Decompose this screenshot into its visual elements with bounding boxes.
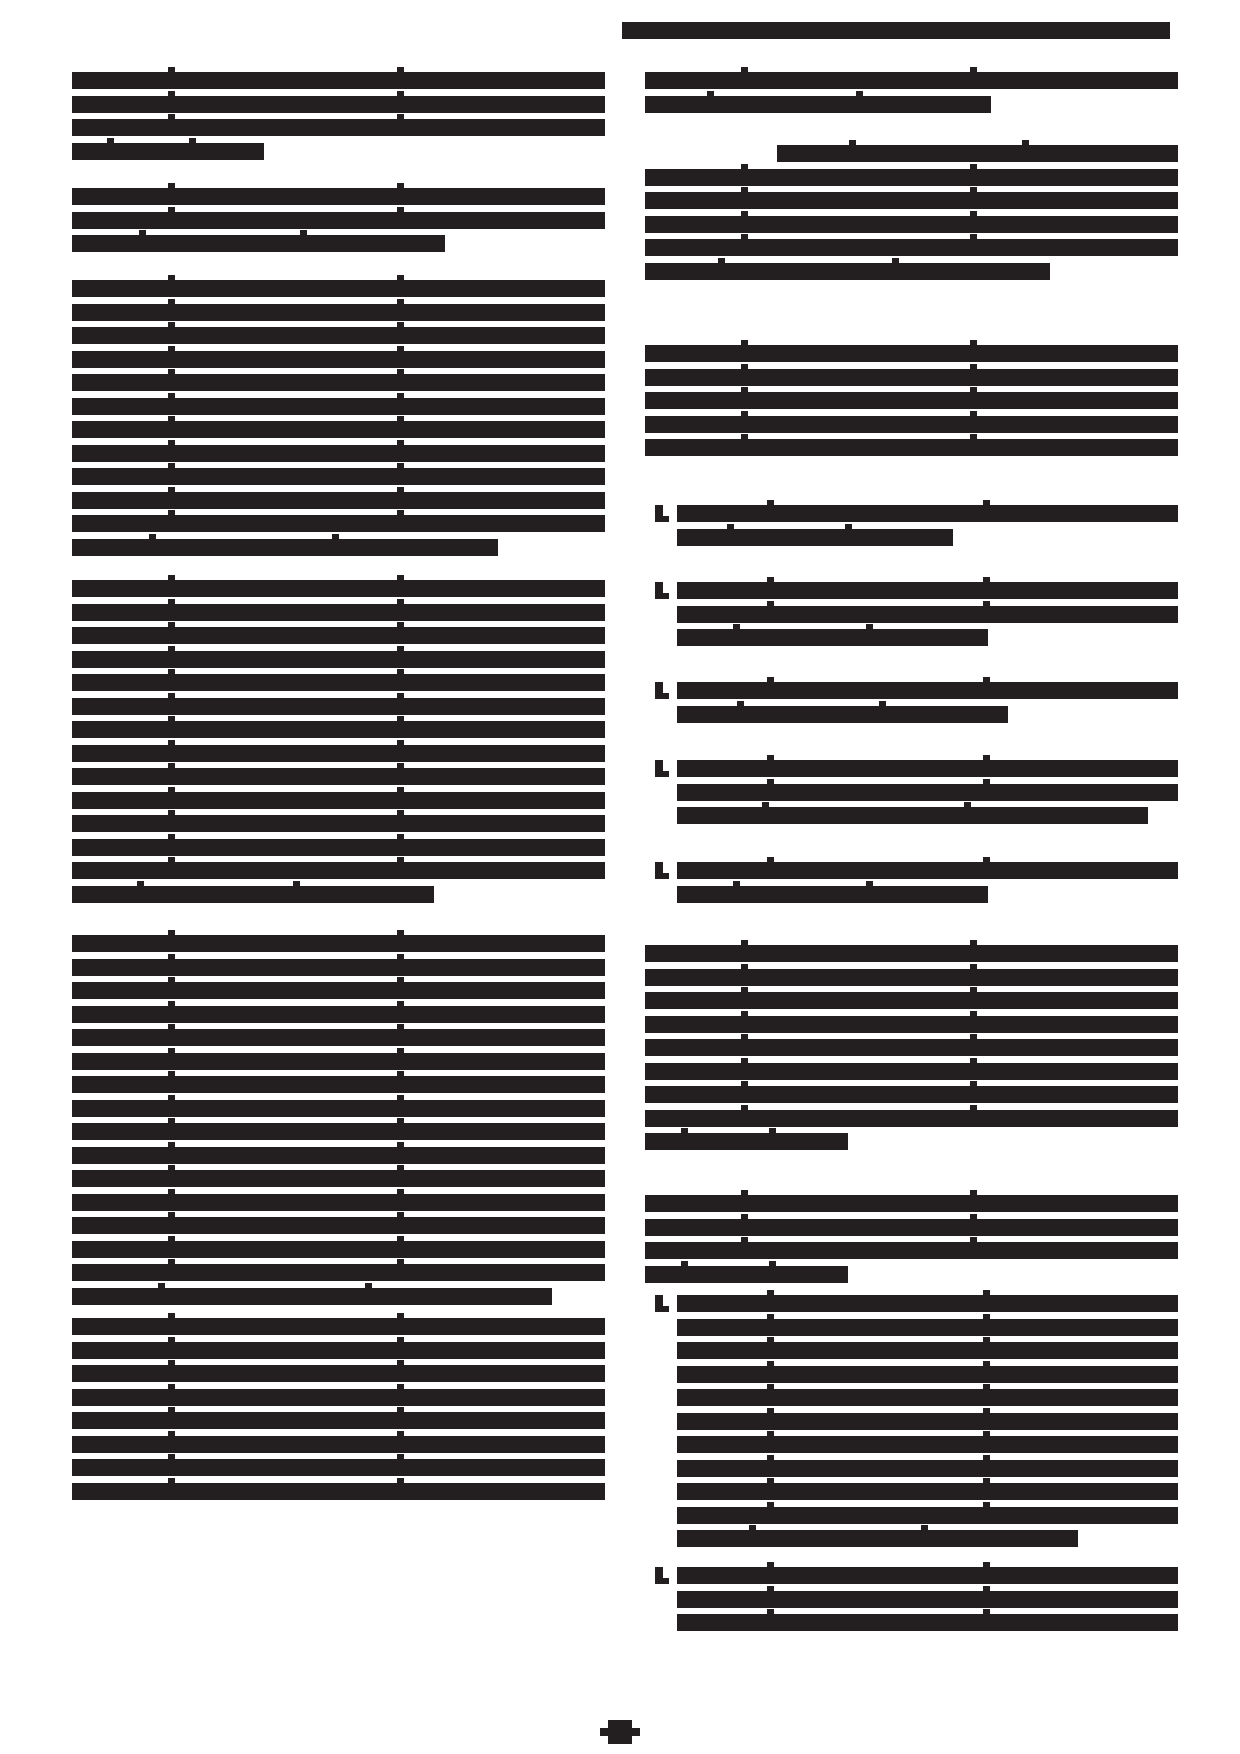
paragraph — [72, 1318, 605, 1506]
redacted-text-line — [72, 1459, 605, 1476]
redacted-text-line — [645, 72, 1178, 89]
redacted-text-line — [72, 1288, 552, 1305]
redacted-text-line — [677, 1591, 1178, 1608]
redacted-text-line — [677, 1460, 1178, 1477]
redacted-text-line — [72, 721, 605, 738]
paragraph — [72, 935, 605, 1311]
paragraph — [645, 1195, 1178, 1289]
redacted-text-line — [677, 1319, 1178, 1336]
redacted-text-line — [72, 235, 445, 252]
list-number-marker — [649, 760, 669, 777]
list-number-marker — [649, 582, 669, 599]
redacted-text-line — [645, 1039, 1178, 1056]
redacted-text-line — [677, 505, 1178, 522]
redacted-text-line — [72, 698, 605, 715]
redacted-text-line — [72, 959, 605, 976]
paragraph — [72, 188, 605, 259]
paragraph-text — [72, 909, 73, 910]
redacted-text-line — [72, 327, 605, 344]
redacted-text-line — [72, 1264, 605, 1281]
list-number-marker — [649, 1567, 669, 1584]
redacted-text-line — [72, 468, 605, 485]
redacted-text-line — [72, 1241, 605, 1258]
redacted-text-line — [677, 629, 988, 646]
redacted-text-line — [645, 392, 1178, 409]
paragraph — [72, 72, 605, 166]
redacted-text-line — [72, 982, 605, 999]
list-item-body — [677, 505, 1178, 552]
redacted-text-line — [677, 1366, 1178, 1383]
redacted-text-line — [645, 1219, 1178, 1236]
redacted-text-line — [72, 886, 434, 903]
list-number-marker — [649, 1295, 669, 1312]
redacted-text-line — [645, 1266, 848, 1283]
paragraph — [645, 945, 1178, 1157]
redacted-text-line — [677, 1295, 1178, 1312]
redacted-text-line — [677, 1614, 1178, 1631]
paragraph-text — [645, 463, 646, 464]
redacted-text-line — [72, 1389, 605, 1406]
redacted-text-line — [72, 280, 605, 297]
redacted-text-line — [645, 416, 1178, 433]
paragraph-text — [645, 119, 646, 120]
page-number-text — [600, 1720, 601, 1721]
redacted-text-line — [677, 760, 1178, 777]
paragraph — [645, 145, 1178, 286]
redacted-text-line — [72, 1483, 605, 1500]
redacted-text-line — [677, 1567, 1178, 1584]
redacted-text-line — [677, 886, 988, 903]
redacted-text-line — [72, 492, 605, 509]
redacted-text-line — [72, 188, 605, 205]
redacted-text-line — [72, 351, 605, 368]
redacted-text-line — [72, 1029, 605, 1046]
redacted-text-line — [677, 706, 1008, 723]
redacted-text-line — [645, 369, 1178, 386]
redacted-text-line — [72, 815, 605, 832]
redacted-text-line — [645, 263, 1050, 280]
redacted-text-line — [645, 1133, 848, 1150]
redacted-text-line — [645, 1016, 1178, 1033]
paragraph-text — [72, 1506, 73, 1507]
redacted-text-line — [72, 1412, 605, 1429]
redacted-text-line — [645, 1063, 1178, 1080]
redacted-text-line — [677, 1530, 1078, 1547]
list-item-body — [677, 862, 1178, 909]
running-header-redaction — [622, 22, 1170, 39]
paragraph-text — [72, 1311, 73, 1312]
list-item-body — [677, 682, 1178, 729]
redacted-text-line — [72, 398, 605, 415]
redacted-text-line — [72, 651, 605, 668]
redacted-text-line — [677, 807, 1148, 824]
redacted-text-line — [72, 143, 264, 160]
redacted-text-line — [72, 539, 498, 556]
list-item-body — [677, 1567, 1178, 1638]
paragraph — [72, 580, 605, 909]
paragraph-text — [72, 166, 73, 167]
redacted-text-line — [677, 1483, 1178, 1500]
list-number-marker — [649, 505, 669, 522]
redacted-text-line — [645, 1195, 1178, 1212]
redacted-text-line — [645, 1110, 1178, 1127]
running-header-text — [0, 0, 1, 1]
redacted-text-line — [677, 582, 1178, 599]
paragraph-text — [677, 552, 678, 553]
redacted-text-line — [72, 1100, 605, 1117]
redacted-text-line — [72, 1318, 605, 1335]
redacted-text-line — [72, 792, 605, 809]
list-number-marker — [649, 682, 669, 699]
redacted-text-line — [645, 439, 1178, 456]
paragraph-text — [72, 259, 73, 260]
redacted-text-line — [72, 515, 605, 532]
paragraph-text — [645, 286, 646, 287]
redacted-text-line — [72, 604, 605, 621]
redacted-text-line — [645, 239, 1178, 256]
redacted-text-line — [72, 119, 605, 136]
redacted-text-line — [72, 212, 605, 229]
list-number-marker — [649, 862, 669, 879]
list-item-body — [677, 760, 1178, 831]
paragraph-text — [677, 1554, 678, 1555]
redacted-text-line — [645, 96, 991, 113]
redacted-text-line — [677, 1507, 1178, 1524]
redacted-text-line — [72, 745, 605, 762]
redacted-text-line — [72, 1194, 605, 1211]
redacted-text-line — [72, 1006, 605, 1023]
paragraph-text — [645, 1157, 646, 1158]
redacted-text-line — [645, 945, 1178, 962]
redacted-text-line — [645, 345, 1178, 362]
redacted-text-line — [72, 96, 605, 113]
redacted-text-line — [72, 1147, 605, 1164]
paragraph-text — [677, 653, 678, 654]
paragraph-text — [645, 1289, 646, 1290]
redacted-text-line — [645, 192, 1178, 209]
redacted-text-line — [72, 421, 605, 438]
redacted-text-line — [72, 768, 605, 785]
list-item-body — [677, 582, 1178, 653]
redacted-text-line — [645, 169, 1178, 186]
redacted-text-line — [72, 1123, 605, 1140]
paragraph — [645, 345, 1178, 463]
redacted-text-line — [645, 1086, 1178, 1103]
redacted-text-line — [677, 682, 1178, 699]
redacted-text-line — [72, 445, 605, 462]
redacted-text-line — [677, 862, 1178, 879]
paragraph — [72, 280, 605, 562]
redacted-text-line — [645, 216, 1178, 233]
redacted-text-line — [677, 1389, 1178, 1406]
page-number-redaction-core — [608, 1720, 632, 1744]
redacted-text-line — [677, 1413, 1178, 1430]
redacted-text-line — [645, 1242, 1178, 1259]
redacted-text-line — [72, 1053, 605, 1070]
redacted-text-line — [72, 1365, 605, 1382]
page-number — [600, 1720, 640, 1744]
paragraph — [645, 72, 1178, 119]
redacted-text-line — [72, 862, 605, 879]
redacted-text-line — [677, 1342, 1178, 1359]
redacted-text-line — [72, 1217, 605, 1234]
paragraph-text — [677, 729, 678, 730]
paragraph-text — [72, 562, 73, 563]
redacted-text-line — [72, 1342, 605, 1359]
redacted-text-line — [72, 935, 605, 952]
redacted-text-line — [72, 674, 605, 691]
redacted-text-line — [72, 1076, 605, 1093]
list-item-body — [677, 1295, 1178, 1554]
redacted-text-line — [677, 606, 1178, 623]
redacted-text-line — [777, 145, 1178, 162]
redacted-text-line — [677, 1436, 1178, 1453]
redacted-text-line — [72, 1170, 605, 1187]
paragraph-text — [677, 831, 678, 832]
redacted-text-line — [72, 72, 605, 89]
paragraph-text — [677, 909, 678, 910]
redacted-text-line — [645, 992, 1178, 1009]
redacted-text-line — [72, 374, 605, 391]
redacted-text-line — [645, 969, 1178, 986]
redacted-text-line — [677, 784, 1178, 801]
redacted-text-line — [72, 1436, 605, 1453]
redacted-text-line — [72, 627, 605, 644]
redacted-text-line — [72, 580, 605, 597]
paragraph-text — [677, 1638, 678, 1639]
redacted-text-line — [677, 529, 953, 546]
redacted-text-line — [72, 839, 605, 856]
redacted-text-line — [72, 304, 605, 321]
